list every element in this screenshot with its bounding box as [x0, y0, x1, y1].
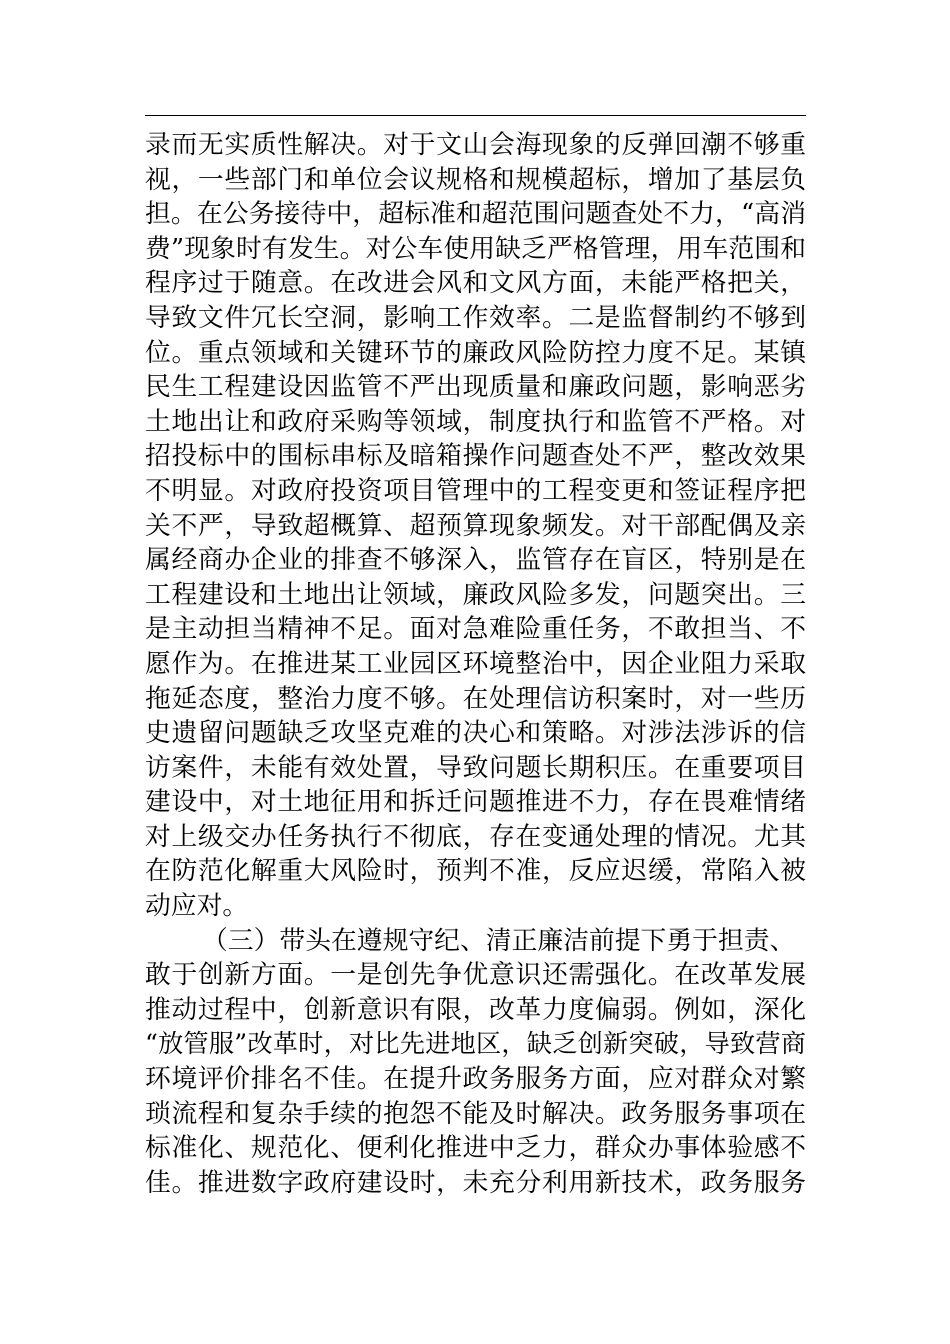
text-line: 拖延态度，整治力度不够。在处理信访积案时，对一些历 [145, 683, 806, 714]
text-line: 不明显。对政府投资项目管理中的工程变更和签证程序把 [145, 475, 806, 506]
text-line: 是主动担当精神不足。面对急难险重任务，不敢担当、不 [145, 614, 806, 645]
text-line: 位。重点领域和关键环节的廉政风险防控力度不足。某镇 [145, 337, 806, 368]
text-line: 视，一些部门和单位会议规格和规模超标，增加了基层负 [145, 164, 806, 195]
text-line: 推动过程中，创新意识有限，改革力度偏弱。例如，深化 [145, 994, 806, 1025]
text-line: 敢于创新方面。一是创先争优意识还需强化。在改革发展 [145, 960, 806, 991]
text-line: 程序过于随意。在改进会风和文风方面，未能严格把关， [145, 268, 806, 299]
text-line: 琐流程和复杂手续的抱怨不能及时解决。政务服务事项在 [145, 1098, 806, 1129]
text-line: 招投标中的围标串标及暗箱操作问题查处不严，整改效果 [145, 441, 806, 472]
text-line: 访案件，未能有效处置，导致问题长期积压。在重要项目 [145, 752, 806, 783]
text-line: 属经商办企业的排查不够深入，监管存在盲区，特别是在 [145, 545, 806, 576]
text-line: 建设中，对土地征用和拆迁问题推进不力，存在畏难情绪 [145, 787, 806, 818]
text-line: “放管服”改革时，对比先进地区，缺乏创新突破，导致营商 [145, 1029, 806, 1059]
text-line: 土地出让和政府采购等领域，制度执行和监管不严格。对 [145, 406, 806, 437]
text-line: 导致文件冗长空洞，影响工作效率。二是监督制约不够到 [145, 302, 806, 333]
text-line: 工程建设和土地出让领域，廉政风险多发，问题突出。三 [145, 579, 806, 610]
text-line: 费”现象时有发生。对公车使用缺乏严格管理，用车范围和 [145, 233, 806, 264]
text-line: 环境评价排名不佳。在提升政务服务方面，应对群众对繁 [145, 1064, 806, 1095]
body-text [145, 128, 806, 1200]
text-line: 关不严，导致超概算、超预算现象频发。对干部配偶及亲 [145, 510, 806, 541]
section-heading-line: （三）带头在遵规守纪、清正廉洁前提下勇于担责、 [202, 925, 796, 956]
text-line: 担。在公务接待中，超标准和超范围问题查处不力，“高消 [145, 199, 806, 230]
text-line: 民生工程建设因监管不严出现质量和廉政问题，影响恶劣 [145, 372, 806, 403]
text-line: 史遗留问题缺乏攻坚克难的决心和策略。对涉法涉诉的信 [145, 718, 806, 749]
text-line: 标准化、规范化、便利化推进中乏力，群众办事体验感不 [145, 1133, 806, 1164]
header-rule [145, 115, 806, 116]
text-line: 对上级交办任务执行不彻底，存在变通处理的情况。尤其 [145, 821, 806, 852]
text-line: 佳。推进数字政府建设时，未充分利用新技术，政务服务 [145, 1167, 806, 1198]
text-line: 在防范化解重大风险时，预判不准，反应迟缓，常陷入被 [145, 856, 806, 887]
text-line: 动应对。 [145, 891, 249, 922]
text-line: 录而无实质性解决。对于文山会海现象的反弹回潮不够重 [145, 130, 806, 160]
text-line: 愿作为。在推进某工业园区环境整治中，因企业阻力采取 [145, 648, 806, 679]
